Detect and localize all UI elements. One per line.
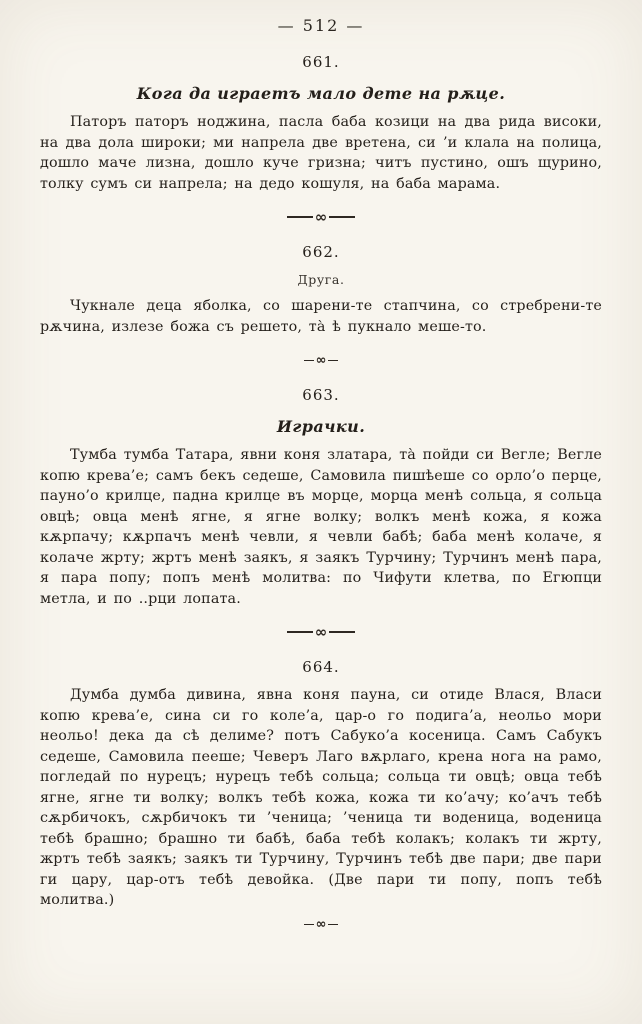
section-662 xyxy=(40,243,602,337)
section-664-number: 664. xyxy=(302,658,340,676)
section-661 xyxy=(40,53,602,194)
section-664 xyxy=(40,658,602,911)
section-663-title: Играчки. xyxy=(276,417,366,436)
knot-ornament-icon: ∞ xyxy=(315,917,327,932)
section-662-text: Чукнале деца яболка, со шарени-те стапчина, со стребрени-те рѫчина, излезе божа съ решето, та̀ ѣ пукнало меше-то. xyxy=(40,298,602,335)
ornament-divider xyxy=(40,352,602,368)
divider-line xyxy=(328,924,338,925)
section-661-text: Паторъ паторъ ноджина, пасла баба козици на два рида високи, на два дола широки; ми напрела две вретена, си ’и клала на полица, дошло маче лизна, дошло куче гризна; читъ пустино, ошъ щурино, толку сумъ си напрела; на дедо кошуля, на баба марама. xyxy=(40,114,602,192)
ornament-divider xyxy=(40,917,602,933)
section-661-title: Кога да играетъ мало дете на рѫце. xyxy=(136,84,506,103)
divider-line xyxy=(329,216,355,218)
ornament-divider xyxy=(40,209,602,225)
knot-ornament-icon: ∞ xyxy=(315,352,327,368)
section-662-subtitle: Друга. xyxy=(297,272,345,287)
divider-line xyxy=(328,360,338,361)
section-663-number: 663. xyxy=(302,386,340,404)
page-number: — 512 — xyxy=(277,16,365,35)
knot-ornament-icon: ∞ xyxy=(314,207,328,226)
divider-line xyxy=(287,216,313,218)
divider-line xyxy=(304,924,314,925)
ornament-divider xyxy=(40,624,602,640)
divider-line xyxy=(287,631,313,633)
section-663 xyxy=(40,386,602,609)
section-661-number: 661. xyxy=(302,53,340,71)
section-664-text: Думба думба дивина, явна коня пауна, си отиде Влася, Власи копю крева’е, сина си го коле’а, цар-о го подига’а, неольо мори неольо! дека да сѣ делиме? потъ Сабуко’а косеница. Самъ Сабукъ седеше, Самовила пееше; Чеверъ Лаго вѫрлаго, крена нога на рамо, погледай по нурецъ; нурецъ тебѣ сольца; сольца ти овцѣ; овца тебѣ ягне, ягне ти волку; волкъ тебѣ кожа, кожа ти ко’ачу; ко’ачъ тебѣ сѫрбичокъ, сѫрбичокъ ти ’ченица; ’ченица ти воденица, воденица тебѣ брашно; брашно ти бабѣ, баба тебѣ колакъ; колакъ ти жрту, жртъ тебѣ заякъ; заякъ ти Турчину, Турчинъ тебѣ две пари; две пари ги цару, цар-отъ тебѣ девойка. (Две пари ти попу, попъ тебѣ молитва.) xyxy=(40,687,602,908)
knot-ornament-icon: ∞ xyxy=(314,622,328,641)
section-662-number: 662. xyxy=(302,243,340,261)
divider-line xyxy=(304,360,314,361)
section-663-text: Тумба тумба Татара, явни коня златара, та̀ пойди си Вегле; Вегле копю крева’е; самъ бекъ седеше, Самовила пишѣеше со орло’о перце, пауно’о крилце, падна крилце въ морце, морца менѣ сольца, я сольца овцѣ; овца менѣ ягне, я ягне волку; волкъ менѣ кожа, я кожа кѫрпачу; кѫрпачъ менѣ чевли, я чевли бабѣ; баба менѣ колаче, я колаче жрту; жртъ менѣ заякъ, я заякъ Турчину; Турчинъ менѣ пара, я пара попу; попъ менѣ молитва: по Чифути клетва, по Егюпци метла, и по ..рци лопата. xyxy=(40,447,602,607)
divider-line xyxy=(329,631,355,633)
